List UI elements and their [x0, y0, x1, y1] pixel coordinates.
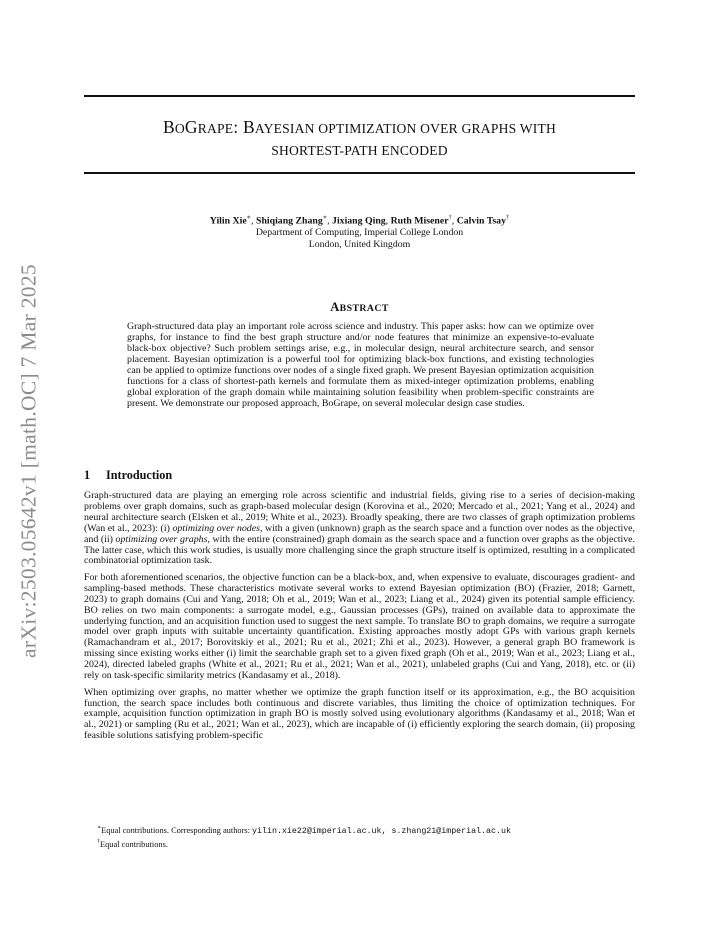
author-name: Shiqiang Zhang [256, 215, 323, 227]
abstract-text: Graph-structured data play an important role across science and industry. This paper asks: how can we optimize over graphs, for instance to find the best graph structure and/or node features that minimize an expensive-to-evaluate black-box objective? Such problem settings arise, e.g., in molecular design, neural architecture search, and sensor placement. Bayesian optimization is a powerful tool for optimizing black-box functions, and existing technologies can be applied to optimize functions over nodes of a single fixed graph. We present Bayesian optimization acquisition functions for a class of shortest-path kernels and formulate them as mixed-integer optimization problems, enabling global exploration of the graph domain while maintaining solution feasibility when problem-specific constraints are present. We demonstrate our proposed approach, BoGrape, on several molecular design case studies. [127, 321, 594, 409]
title-line-2: SHORTEST-PATH ENCODED [271, 143, 448, 158]
author-block [84, 212, 635, 251]
arxiv-identifier-stamp [14, 236, 44, 686]
author-name: Jixiang Qing [332, 215, 386, 227]
title-rule-bottom [84, 172, 635, 174]
author-emails: yilin.xie22@imperial.ac.uk, s.zhang21@imperial.ac.uk [252, 826, 511, 836]
author-name: Yilin Xie [209, 215, 247, 227]
footnote-2: †Equal contributions. [97, 838, 168, 849]
paragraph: When optimizing over graphs, no matter whether we optimize the graph function itself or its approximation, e.g., the BO acquisition function, the search space includes both continuous and discrete variables, thus limiting the choice of optimization techniques. For example, acquisition function optimization in graph BO is mostly solved using evolutionary algorithms (Kandasamy et al., 2018; Wan et al., 2021) or sampling (Ru et al., 2021; Wan et al., 2023), which are incapable of (i) efficiently exploring the search domain, (ii) proposing feasible solutions satisfying problem-specific [84, 686, 635, 742]
section-number: 1 [84, 468, 91, 482]
section-title: Introduction [106, 468, 173, 482]
paragraph: For both aforementioned scenarios, the objective function can be a black-box, and, when expensive to evaluate, discourages gradient- and sampling-based methods. These characteristics motivate several works to extend Bayesian optimization (BO) (Frazier, 2018; Garnett, 2023) to graph domains (Cui and Yang, 2018; Oh et al., 2019; Wan et al., 2023; Liang et al., 2024) given its potential sample efficiency. BO relies on two main components: a surrogate model, e.g., Gaussian processes (GPs), trained on available data to approximate the underlying function, and an acquisition function used to suggest the next sample. To translate BO to graph domains, we require a surrogate model over graph inputs with suitable uncertainty quantification. Existing approaches mostly adopt GPs with various graph kernels (Ramachandram et al., 2017; Borovitskiy et al., 2021; Ru et al., 2021; Zhi et al., 2023). However, a general graph BO framework is missing since existing works either (i) limit the searchable graph set to a given fixed graph (Oh et al., 2019; Wan et al., 2023; Liang et al., 2024), directed labeled graphs (White et al., 2021; Ru et al., 2021; Wan et al., 2021), unlabeled graphs (Cui and Yang, 2018), etc. or (ii) rely on task-specific similarity metrics (Kandasamy et al., 2018). [84, 571, 635, 682]
title-rule-top [84, 95, 635, 97]
author-location: London, United Kingdom [308, 239, 411, 251]
author-names: Yilin Xie∗, Shiqiang Zhang∗, Jixiang Qing, Ruth Misener†, Calvin Tsay† [209, 214, 510, 227]
author-name: Ruth Misener [390, 215, 449, 227]
abstract-heading: ABSTRACT [330, 300, 389, 314]
author-department: Department of Computing, Imperial College London [255, 227, 464, 239]
paper-title [84, 116, 635, 162]
title-line-1: BOGRAPE: BAYESIAN OPTIMIZATION OVER GRAPHS WITH [162, 117, 556, 137]
author-name: Calvin Tsay [456, 215, 506, 227]
paragraph: Graph-structured data are playing an emerging role across scientific and industrial fields, giving rise to a series of decision-making problems over graph domains, such as graph-based molecular design (Korovina et al., 2020; Mercado et al., 2021; Yang et al., 2024) and neural architecture search (Elsken et al., 2019; White et al., 2023). Broadly speaking, there are two classes of graph optimization problems (Wan et al., 2023): (i) optimizing over nodes, with a given (unknown) graph as the search space and a function over nodes as the objective, and (ii) optimizing over graphs, with the entire (constrained) graph domain as the search space and a function over graphs as the objective. The latter case, which this work studies, is usually more challenging since the graph structure itself is optimized, resulting in a complicated combinatorial optimization task. [84, 490, 635, 567]
introduction-body [84, 491, 635, 748]
arxiv-identifier-text: arXiv:2503.05642v1 [math.OC] 7 Mar 2025 [16, 264, 41, 658]
footnote-1: ∗Equal contributions. Corresponding authors: yilin.xie22@imperial.ac.uk, s.zhang21@imperial.ac.uk [97, 825, 511, 836]
footnotes [84, 823, 635, 850]
section-heading-introduction [84, 468, 635, 483]
